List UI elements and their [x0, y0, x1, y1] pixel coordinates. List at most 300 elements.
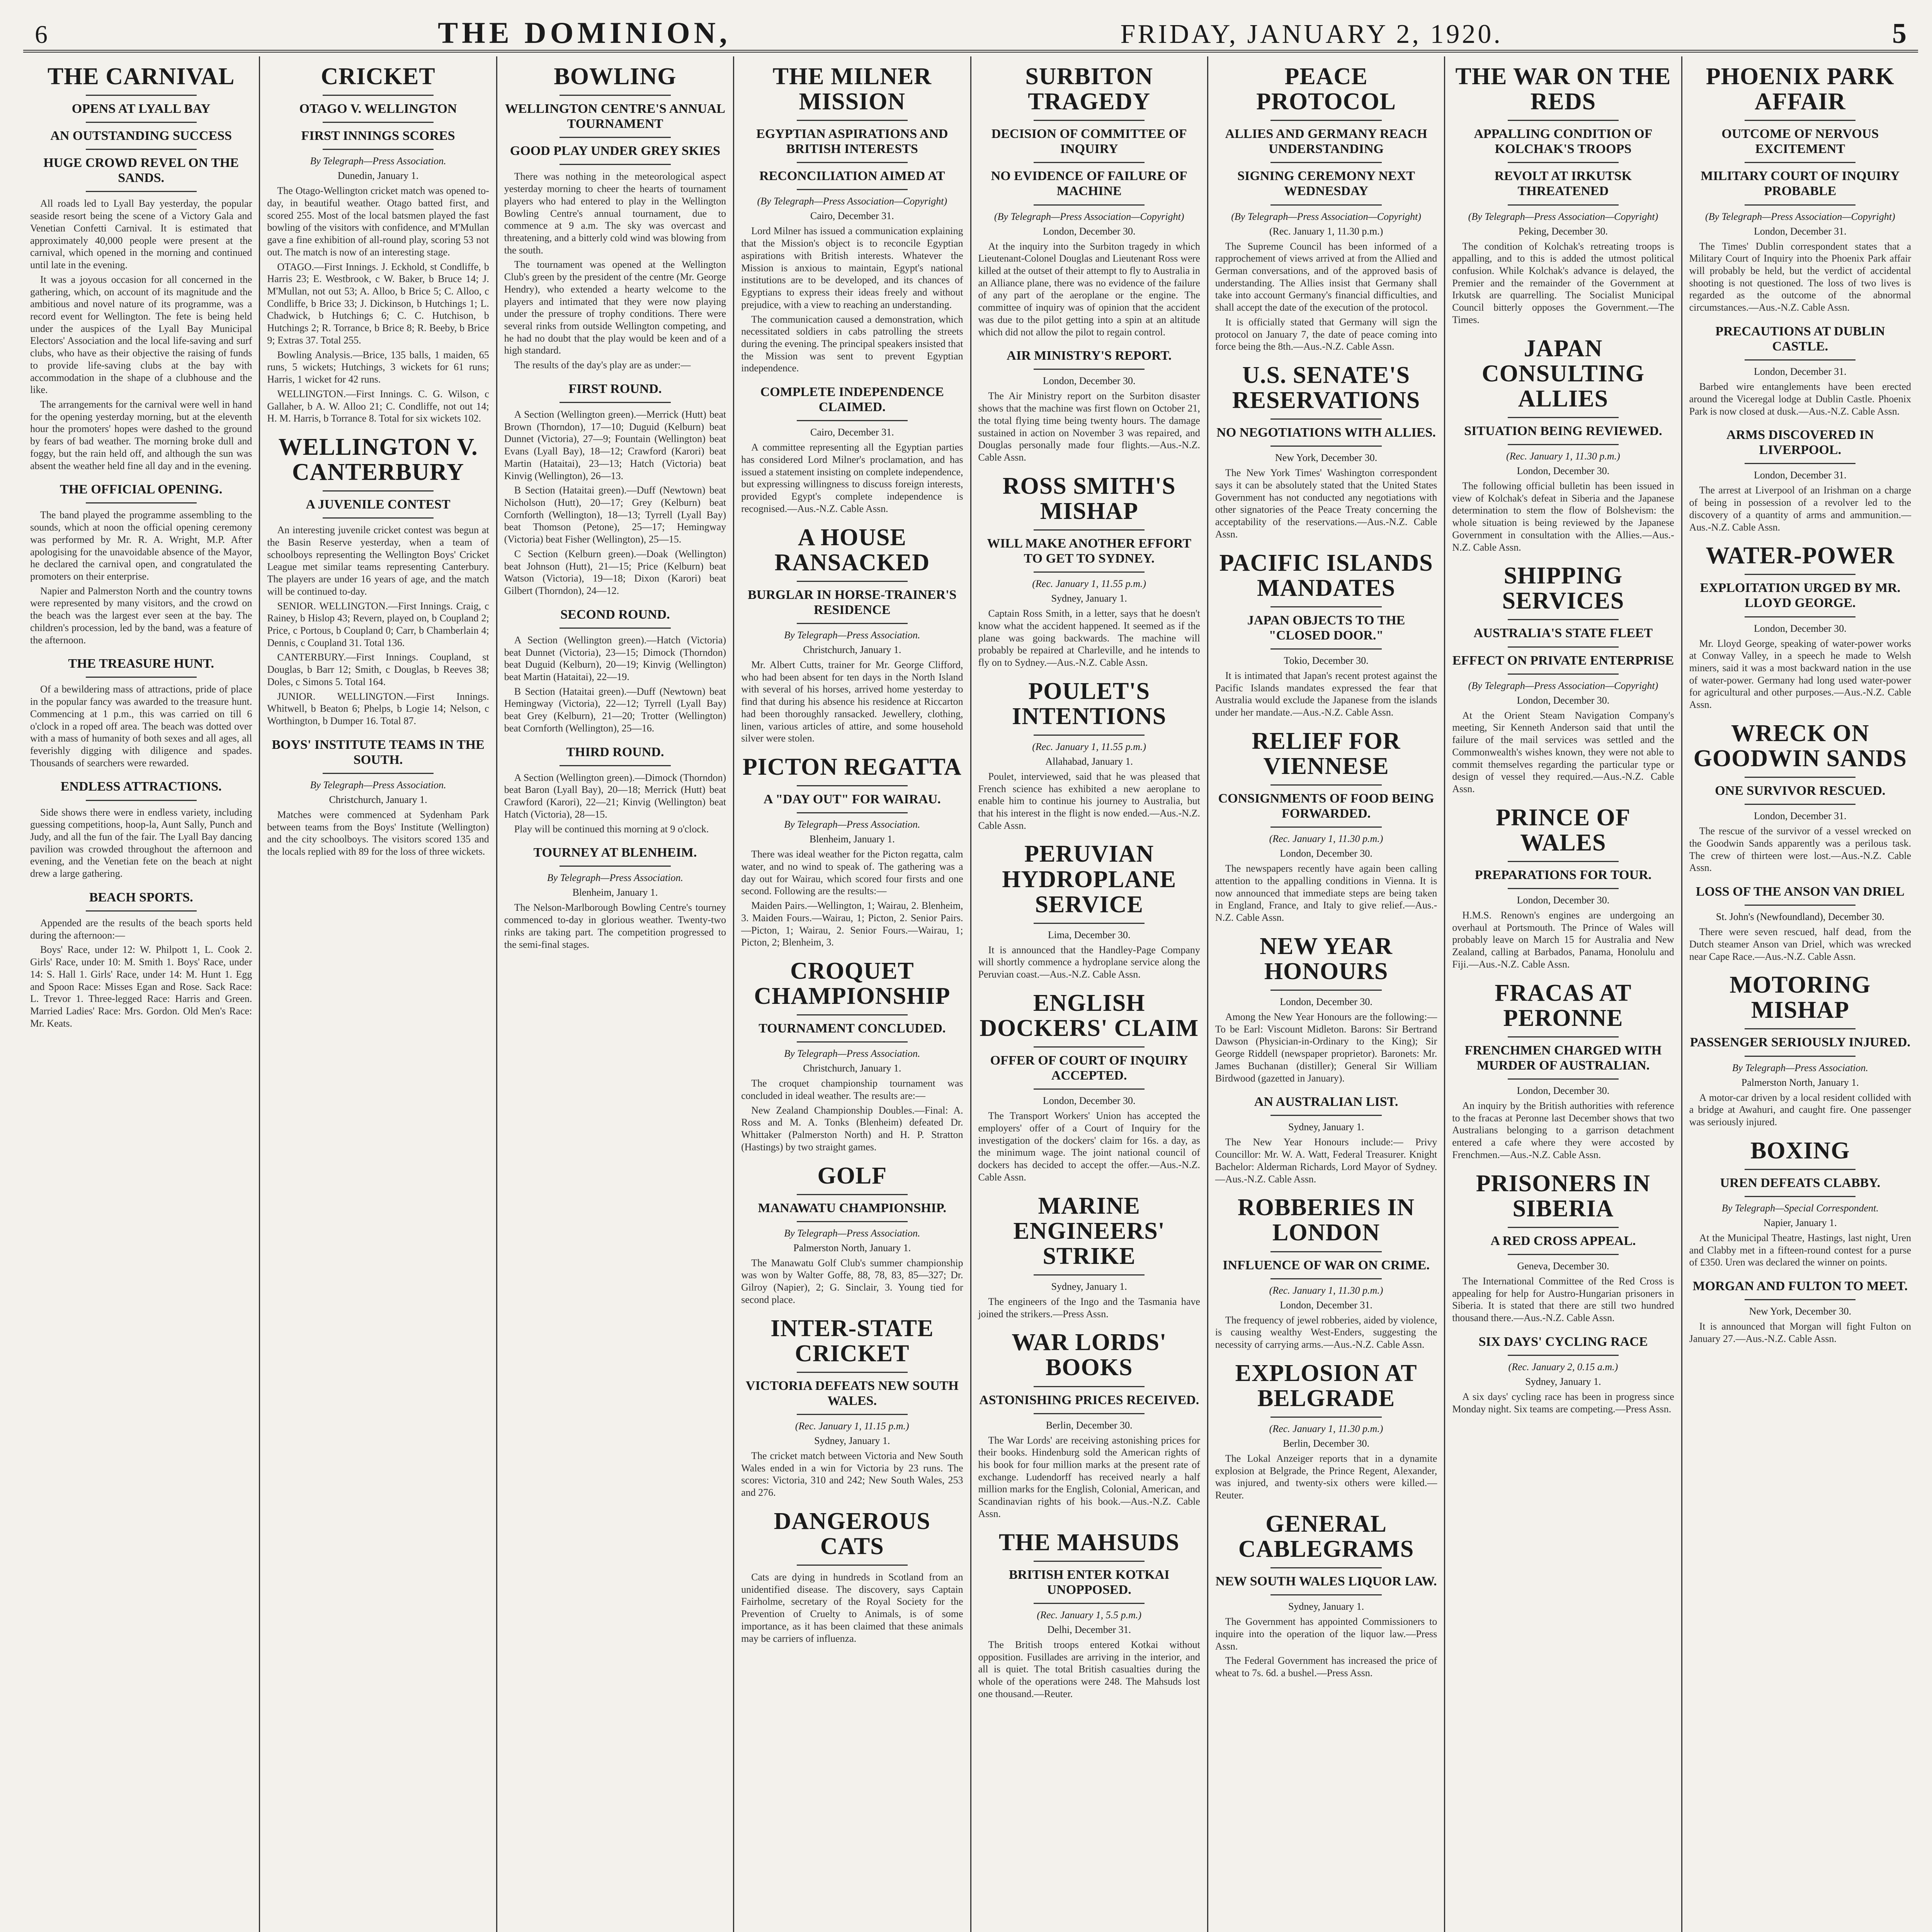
article-headline: MOTORING MISHAP: [1730, 972, 1871, 1024]
subheading-rule: [1034, 204, 1145, 206]
article-dateline: Sydney, January 1.: [1288, 1601, 1364, 1612]
article-body: [504, 170, 726, 371]
article-subheading: AN OUTSTANDING SUCCESS: [50, 129, 232, 143]
article-subheading: LOSS OF THE ANSON VAN DRIEL: [1696, 884, 1905, 899]
article-byline: By Telegraph—Press Association.: [784, 1227, 920, 1239]
article-subheading: NO EVIDENCE OF FAILURE OF MACHINE: [991, 169, 1187, 199]
headline-rule: [1745, 120, 1855, 121]
article: [267, 64, 489, 425]
article-body: [1215, 1314, 1437, 1351]
article-headline: PEACE PROTOCOL: [1256, 63, 1396, 115]
article-subheading: THE OFFICIAL OPENING.: [60, 482, 223, 497]
article: [267, 737, 489, 858]
article-headline: ROSS SMITH'S MISHAP: [1002, 473, 1176, 524]
article-subheading: NEW SOUTH WALES LIQUOR LAW.: [1215, 1574, 1437, 1588]
article-body: [30, 917, 252, 1029]
article: [1215, 1361, 1437, 1502]
article-body: [741, 659, 963, 745]
article: [1215, 64, 1437, 353]
subheading-rule: [1034, 1603, 1145, 1604]
article: [30, 890, 252, 1030]
article-headline: CRICKET: [321, 63, 435, 90]
article-paragraph: Boys' Race, under 12: W. Philpott 1, L. Cook 2. Girls' Race, under 10: M. Smith 1. Boys' Race, under 14: S. Hall 1. Girls' Race, under 14: M. Hunt 1. Egg and Spoon Race: Misses Egan and Rose. Sack Race: L. Trevor 1. Three-legged Race: Harris and Green. Married Ladies' Race: Mrs. Gordon. Old Men's Race: Mr. Keats.: [30, 944, 252, 1029]
column-4: [734, 56, 971, 1932]
article-byline: (Rec. January 1, 11.30 p.m.): [1506, 450, 1620, 462]
article-paragraph: A Section (Wellington green).—Merrick (Hutt) beat Brown (Thorndon), 17—10; Duguid (Kelburn) beat Dunnet (Victoria), 27—9; Fountain (Wellington) beat Evans (Lyall Bay), 18—12; Crawford (Karori) beat Martin (Hataitai), 23—13; Hatch (Victoria) beat Kinvig (Wellington), 26—13.: [504, 408, 726, 481]
article-body: [741, 1450, 963, 1499]
article-paragraph: SENIOR. WELLINGTON.—First Innings. Craig, c Rainey, b Hislop 43; Revern, played on, b Coupland 2; Price, c Portous, b Coupland 0; Carr, b Chamberlain 4; Dennis, c Coupland 31. Total 136.: [267, 600, 489, 648]
article-paragraph: The Transport Workers' Union has accepted the employers' offer of a Court of Inquiry for the investigation of the dockers' claim for 16s. a day, as the minimum wage. The joint national council of dockers has decided to accept the offer.—Aus.-N.Z. Cable Assn.: [978, 1110, 1200, 1183]
article-paragraph: It is intimated that Japan's recent protest against the Pacific Islands mandates expressed the fear that Australia would exclude the Japanese from the islands under her mandate.—Aus.-N.Z. Cable Assn.: [1215, 670, 1437, 718]
article-paragraph: The New York Times' Washington correspondent says it can be absolutely stated that the United States Government has not conducted any negotiations with other signatories of the Peace Treaty concerning the acceptability of the reservations.—Aus.-N.Z. Cable Assn.: [1215, 467, 1437, 540]
article-byline: (Rec. January 1, 11.30 p.m.): [1269, 833, 1383, 845]
article-paragraph: A Section (Wellington green).—Dimock (Thorndon) beat Baron (Lyall Bay), 20—18; Merrick (Hutt) beat Crawford (Karori), 22—21; Kinvig (Wellington) beat Hatch (Victoria), 28—15.: [504, 772, 726, 820]
article: [1689, 64, 1911, 314]
article-headline: NEW YEAR HONOURS: [1260, 933, 1393, 985]
article-body: [267, 185, 489, 425]
article-paragraph: The following official bulletin has been issued in view of Kolchak's defeat in Siberia and the Japanese determination to stem the flow of Bolshevism: the whole situation is being reviewed by the Japanese Government in consultation with the Allies.—Aus.-N.Z. Cable Assn.: [1452, 480, 1674, 553]
article-paragraph: It is announced that the Handley-Page Company will shortly commence a hydroplane service along the Peruvian coast.—Aus.-N.Z. Cable Assn.: [978, 944, 1200, 980]
subheading-rule: [1270, 446, 1381, 447]
subheading-rule: [323, 773, 434, 774]
article: [1689, 427, 1911, 533]
article-headline: THE MILNER MISSION: [772, 63, 932, 115]
article-headline: POULET'S INTENTIONS: [1012, 678, 1167, 730]
article-headline: THE CARNIVAL: [47, 63, 235, 90]
subheading-rule: [1745, 616, 1855, 617]
headline-rule: [323, 95, 434, 96]
headline-rule: [1034, 1561, 1145, 1562]
article-dateline: London, December 30.: [1043, 225, 1136, 237]
article-paragraph: The Manawatu Golf Club's summer championship was won by Walter Goffe, 88, 78, 83, 85—327; Dr. Gilroy (Napier), 2; G. Sinclair, 3. Young tied for second place.: [741, 1257, 963, 1305]
article-subheading: PASSENGER SERIOUSLY INJURED.: [1690, 1035, 1910, 1050]
subheading-rule: [1508, 204, 1619, 206]
article-byline: By Telegraph—Press Association.: [1732, 1062, 1868, 1073]
article-dateline: London, December 31.: [1753, 366, 1847, 378]
subheading-rule: [1270, 162, 1381, 163]
article-dateline: St. John's (Newfoundland), December 30.: [1716, 911, 1884, 923]
article-body: [30, 509, 252, 646]
article-subheading: A RED CROSS APPEAL.: [1490, 1233, 1636, 1248]
article-headline: WELLINGTON V. CANTERBURY: [278, 434, 478, 486]
article-paragraph: The rescue of the survivor of a vessel wrecked on the Goodwin Sands apparently was a perilous task. The crew of thirteen were lost.—Aus.-N.Z. Cable Assn.: [1689, 825, 1911, 874]
article-paragraph: Appended are the results of the beach sports held during the afternoon:—: [30, 917, 252, 941]
article-subheading: OFFER OF COURT OF INQUIRY ACCEPTED.: [990, 1053, 1188, 1083]
article-subheading: WILL MAKE ANOTHER EFFORT TO GET TO SYDNEY.: [987, 536, 1192, 566]
headline-rule: [1034, 529, 1145, 531]
subheading-rule: [560, 164, 670, 165]
article-subheading: A JUVENILE CONTEST: [306, 497, 451, 512]
article-paragraph: Mr. Lloyd George, speaking of water-power works at Conway Valley, in a speech he made to Welsh miners, said it was a most backward nation in the use of water-power. Germany had long used water-power for agricultural and other purposes.—Aus.-N.Z. Cable Assn.: [1689, 638, 1911, 711]
headline-rule: [797, 1014, 908, 1015]
article-dateline: Cairo, December 31.: [810, 210, 894, 222]
subheading-rule: [560, 765, 670, 766]
article-headline: CROQUET CHAMPIONSHIP: [754, 957, 951, 1010]
article-body: [1689, 1232, 1911, 1269]
article-dateline: Dunedin, January 1.: [337, 170, 419, 182]
article-subheading: AUSTRALIA'S STATE FLEET: [1473, 626, 1653, 641]
article-subheading: CONSIGNMENTS OF FOOD BEING FORWARDED.: [1218, 791, 1434, 821]
article: [504, 381, 726, 597]
article-headline: PICTON REGATTA: [742, 754, 962, 780]
page-number: 5: [1892, 18, 1906, 49]
subheading-rule: [1508, 646, 1619, 648]
article-body: [504, 634, 726, 735]
subheading-rule: [86, 191, 197, 192]
column-8: [1682, 56, 1918, 1932]
article-subheading: OUTCOME OF NERVOUS EXCITEMENT: [1721, 127, 1879, 156]
article-body: [978, 770, 1200, 832]
article-body: [1452, 909, 1674, 971]
article-paragraph: C Section (Kelburn green).—Doak (Wellington) beat Johnson (Hutt), 21—15; Price (Kelburn) beat Watson (Victoria), 19—18; Dixon (Karori) beat Gilbert (Thorndon), 24—12.: [504, 548, 726, 597]
article-subheading: THE TREASURE HUNT.: [68, 656, 214, 671]
article: [1452, 805, 1674, 971]
subheading-rule: [1034, 162, 1145, 163]
article-body: [1689, 638, 1911, 711]
article-paragraph: The arrangements for the carnival were well in hand for the opening yesterday morning, but at the eleventh hour the promoters' hopes were dashed to the ground by fears of bad weather. The morning broke dull and foggy, but the rain held off, and although the sun was absent the weather held fine all day and in the evening.: [30, 398, 252, 471]
article-subheading: THIRD ROUND.: [566, 745, 664, 759]
article-paragraph: The arrest at Liverpool of an Irishman on a charge of being in possession of a revolver led to the discovery of a quantity of arms and ammunition.—Aus.-N.Z. Cable Assn.: [1689, 485, 1911, 533]
article: [741, 1509, 963, 1645]
article-subheading: ALLIES AND GERMANY REACH UNDERSTANDING: [1225, 127, 1427, 156]
article-dateline: Sydney, January 1.: [1051, 1281, 1127, 1292]
article: [504, 745, 726, 835]
article-subheading: FIRST INNINGS SCORES: [301, 129, 455, 143]
article-paragraph: The Government has appointed Commissioners to inquire into the operation of the liquor law.—Press Assn.: [1215, 1616, 1437, 1652]
article-dateline: London, December 31.: [1753, 810, 1847, 822]
article-paragraph: It is announced that Morgan will fight Fulton on January 27.—Aus.-N.Z. Cable Assn.: [1689, 1321, 1911, 1344]
subheading-rule: [86, 122, 197, 123]
article-subheading: APPALLING CONDITION OF KOLCHAK'S TROOPS: [1474, 127, 1653, 156]
article-dateline: Allahabad, January 1.: [1045, 755, 1133, 767]
article-paragraph: New Zealand Championship Doubles.—Final: A. Ross and M. A. Tonks (Blenheim) defeated Dr. Whittaker (Palmerston North) and H. P. Stratton (Hastings) by two straight games.: [741, 1104, 963, 1153]
article: [30, 64, 252, 472]
article-paragraph: The Lokal Anzeiger reports that in a dynamite explosion at Belgrade, the Prince Regent, Alexander, was injured, and twenty-six others were killed.—Reuter.: [1215, 1452, 1437, 1501]
article-paragraph: B Section (Hataitai green).—Duff (Newtown) beat Hemingway (Victoria), 22—12; Tyrrell (Lyall Bay) beat Grey (Kelburn), 21—20; Trotter (Wellington) beat Cornforth (Wellington), 25—16.: [504, 685, 726, 734]
article: [30, 779, 252, 879]
article-paragraph: The Times' Dublin correspondent states that a Military Court of Inquiry into the Phoenix Park affair will probably be held, but the verdict of accidental shooting is not questioned. The loss of two lives is regarded as the outcome of the abnormal circumstances.—Aus.-N.Z. Cable Assn.: [1689, 240, 1911, 313]
headline-rule: [1745, 1169, 1855, 1170]
headline-rule: [1270, 120, 1381, 121]
article-subheading: AIR MINISTRY'S REPORT.: [1007, 349, 1172, 363]
article-headline: U.S. SENATE'S RESERVATIONS: [1232, 362, 1420, 414]
article-body: [1452, 1391, 1674, 1415]
article: [978, 991, 1200, 1184]
article-byline: By Telegraph—Press Association.: [784, 819, 920, 830]
article-subheading: GOOD PLAY UNDER GREY SKIES: [510, 144, 720, 158]
article-byline: By Telegraph—Press Association.: [310, 779, 446, 791]
article: [978, 64, 1200, 338]
subheading-rule: [1270, 827, 1381, 828]
article-body: [741, 1571, 963, 1645]
article-body: [1689, 1092, 1911, 1128]
article-paragraph: The communication caused a demonstration, which necessitated soldiers in cabs patrolling the streets during the evening. The principal speakers insisted that the Mission was sent to prevent Egyptian independence.: [741, 313, 963, 374]
article-body: [267, 524, 489, 727]
article-paragraph: Captain Ross Smith, in a letter, says that he doesn't know what the accident happened. It seemed as if the plane was going backwards. The machine will probably be repaired at Charleville, and he intends to fly on to Sydney.—Aus.-N.Z. Cable Assn.: [978, 608, 1200, 668]
article-dateline: Palmerston North, January 1.: [793, 1242, 911, 1253]
article-byline: By Telegraph—Press Association.: [547, 872, 684, 884]
subheading-rule: [1745, 1299, 1855, 1300]
article-subheading: JAPAN OBJECTS TO THE "CLOSED DOOR.": [1247, 613, 1405, 643]
article-subheading: AN AUSTRALIAN LIST.: [1254, 1095, 1398, 1109]
article-paragraph: There were seven rescued, half dead, from the Dutch steamer Anson van Driel, which was wrecked near Cape Race.—Aus.-N.Z. Cable Assn.: [1689, 926, 1911, 962]
article-subheading: FIRST ROUND.: [568, 381, 662, 396]
subheading-rule: [1034, 1088, 1145, 1090]
article-paragraph: An interesting juvenile cricket contest was begun at the Basin Reserve yesterday, when a team of schoolboys representing the Wellington Boys' Cricket League met similar teams representing Canterbury. The players are under 16 years of age, and the match will be continued to-day.: [267, 524, 489, 597]
article-paragraph: The Nelson-Marlborough Bowling Centre's tourney commenced to-day in glorious weather. Twenty-two rinks are taking part. The competition progressed to the semi-final stages.: [504, 902, 726, 950]
article: [978, 1330, 1200, 1520]
column-5: [971, 56, 1208, 1932]
article-paragraph: Among the New Year Honours are the following:— To be Earl: Viscount Midleton. Barons: Sir Bertrand Dawson (Physician-in-Ordinary to the King); Sir George Riddell (newspaper proprietor). Baronets: Mr. James Buchanan (distiller); General Sir William Birdwood (gazetted in January).: [1215, 1011, 1437, 1084]
article-byline: (By Telegraph—Press Association—Copyright): [757, 196, 947, 207]
article-dateline: Tokio, December 30.: [1284, 655, 1369, 666]
article-subheading: COMPLETE INDEPENDENCE CLAIMED.: [760, 385, 944, 415]
article-byline: (Rec. January 1, 11.55 p.m.): [1032, 578, 1146, 590]
article-headline: PHOENIX PARK AFFAIR: [1706, 63, 1895, 115]
article: [1689, 721, 1911, 874]
article-dateline: Blenheim, January 1.: [809, 833, 895, 845]
article-paragraph: The croquet championship tournament was concluded in ideal weather. The results are:—: [741, 1078, 963, 1101]
article: [1215, 1195, 1437, 1350]
article: [741, 959, 963, 1153]
article-paragraph: The results of the day's play are as under:—: [514, 359, 691, 371]
article-subheading: EXPLOITATION URGED BY MR. LLOYD GEORGE.: [1700, 581, 1901, 611]
article-body: [1215, 467, 1437, 540]
subheading-rule: [1508, 162, 1619, 163]
article-subheading: OPENS AT LYALL BAY: [71, 102, 211, 116]
article-subheading: SITUATION BEING REVIEWED.: [1464, 423, 1662, 438]
article-subheading: PRECAUTIONS AT DUBLIN CASTLE.: [1715, 324, 1885, 354]
article-body: [978, 1434, 1200, 1520]
subheading-rule: [797, 1414, 908, 1415]
headline-rule: [1508, 619, 1619, 620]
article-headline: MARINE ENGINEERS' STRIKE: [1013, 1192, 1165, 1269]
article-body: [978, 1110, 1200, 1183]
article-byline: By Telegraph—Press Association.: [784, 1048, 920, 1060]
subheading-rule: [797, 623, 908, 624]
article-body: [1689, 926, 1911, 963]
column-1: [23, 56, 260, 1932]
article-dateline: Sydney, January 1.: [814, 1435, 890, 1446]
article-paragraph: A committee representing all the Egyptian parties has considered Lord Milner's proclamation, and has issued a statement insisting on complete independence, but expressing willingness to discuss foreign interests, provided Egypt's complete independence is recognised.—Aus.-N.Z. Cable Assn.: [741, 442, 963, 514]
article-paragraph: The British troops entered Kotkai without opposition. Fusillades are arriving in the interior, and all is quiet. The total British casualties during the whole of the operations were 248. The Mahsuds lost one thousand.—Reuter.: [978, 1639, 1200, 1699]
article-body: [1452, 480, 1674, 553]
article-body: [1452, 1275, 1674, 1324]
article-headline: ENGLISH DOCKERS' CLAIM: [980, 990, 1199, 1041]
subheading-rule: [1745, 1056, 1855, 1057]
article: [1452, 981, 1674, 1161]
article-byline: (By Telegraph—Press Association—Copyright): [994, 211, 1184, 222]
article-dateline: Peking, December 30.: [1518, 225, 1608, 237]
masthead: [23, 15, 1918, 53]
headline-rule: [1508, 861, 1619, 862]
article-dateline: Sydney, January 1.: [1051, 593, 1127, 604]
article-dateline: London, December 31.: [1753, 225, 1847, 237]
article-dateline: London, December 30.: [1043, 1095, 1136, 1107]
article-paragraph: A Section (Wellington green).—Hatch (Victoria) beat Dunnet (Victoria), 23—15; Dimock (Thorndon) beat Duguid (Kelburn), 20—19; Kinvig (Wellington) beat Martin (Hataitai), 22—19.: [504, 634, 726, 682]
article-paragraph: WELLINGTON.—First Innings. C. G. Wilson, c Gallaher, b A. W. Alloo 21; C. Condliffe, not out 14; H. M. Harris, b Torrance 8. Total for six wickets 102.: [267, 388, 489, 424]
subheading-rule: [797, 1041, 908, 1043]
article-body: [978, 390, 1200, 463]
article-headline: PRISONERS IN SIBERIA: [1476, 1170, 1651, 1222]
article-paragraph: Of a bewildering mass of attractions, pride of place in the popular fancy was awarded to the treasure hunt. Commencing at 1 p.m., this was carried on till 6 o'clock in a roped off area. The beach was dotted over with a mass of humanity of both sexes and all ages, all feverishly digging with diligence and spades. Thousands of searchers were rewarded.: [30, 684, 252, 769]
article-subheading: EGYPTIAN ASPIRATIONS AND BRITISH INTERESTS: [756, 127, 948, 156]
article-subheading: SIX DAYS' CYCLING RACE: [1478, 1334, 1648, 1349]
article-paragraph: Side shows there were in endless variety, including guessing competitions, hoop-la, Aunt Sally, Punch and Judy, and all the fun of the fair. The Lyall Bay dancing pavilion was crowded throughout the afternoon and evening, and the Venetian fete on the beach at night drew a large gathering.: [30, 806, 252, 879]
article-subheading: BRITISH ENTER KOTKAI UNOPPOSED.: [1009, 1567, 1170, 1597]
article-subheading: SECOND ROUND.: [560, 607, 670, 622]
article-headline: PERUVIAN HYDROPLANE SERVICE: [1002, 841, 1177, 918]
headline-rule: [86, 95, 197, 96]
article-paragraph: The band played the programme assembling to the sounds, which at noon the official opening ceremony was performed by Mr. R. A. Wright, M.P. After apologising for the unavoidable absence of the Mayor, he declared the carnival open, and congratulated the promoters on their enterprise.: [30, 509, 252, 582]
article-body: [1215, 1616, 1437, 1679]
article: [1452, 64, 1674, 326]
article-dateline: London, December 30.: [1517, 465, 1610, 476]
headline-rule: [1270, 784, 1381, 786]
article-dateline: Cairo, December 31.: [810, 427, 894, 438]
article-paragraph: The Supreme Council has been informed of a rapprochement of views arrived at from the Allied and German conversations, and of the approved basis of understanding. The Allies insist that Germany shall take into account Germany's financial difficulties, and shall accept the date of the execution of the protocol.: [1215, 240, 1437, 313]
article-paragraph: CANTERBURY.—First Innings. Coupland, st Douglas, b Barr 12; Smith, c Douglas, b Reeves 38; Doles, c Simons 5. Total 164.: [267, 651, 489, 687]
article-paragraph: The War Lords' are receiving astonishing prices for their books. Hindenburg sold the American rights of his book for four million marks at the present rate of exchange. Ludendorff has received nearly a half million marks for the English, Colonial, American, and Scandinavian rights of his book.—Aus.-N.Z. Cable Assn.: [978, 1434, 1200, 1519]
article: [1215, 363, 1437, 541]
headline-rule: [1745, 777, 1855, 778]
article: [1215, 1512, 1437, 1679]
article-paragraph: The tournament was opened at the Wellington Club's green by the president of the centre (Mr. George Hendry), who extended a hearty welcome to the players and intimated that they were now playing under the pressure of trophy conditions. There were several rinks from outside Wellington competing, and he had no doubt that the play would be keen and of a high standard.: [504, 259, 726, 356]
article-body: [741, 848, 963, 949]
headline-rule: [1508, 417, 1619, 418]
article-dateline: London, December 30.: [1517, 1085, 1610, 1096]
headline-rule: [1508, 1227, 1619, 1228]
headline-rule: [1034, 120, 1145, 121]
subheading-rule: [797, 812, 908, 813]
article-headline: BOXING: [1750, 1137, 1850, 1164]
subheading-rule: [1508, 888, 1619, 889]
article-headline: SHIPPING SERVICES: [1502, 563, 1624, 614]
article-body: [504, 408, 726, 597]
article-dateline: Lima, December 30.: [1048, 929, 1131, 940]
article-paragraph: An inquiry by the British authorities with reference to the fracas at Peronne last December shows that two Australians belonging to a garrison detachment entered a cafe where they were accosted by Frenchmen.—Aus.-N.Z. Cable Assn.: [1452, 1100, 1674, 1160]
article-subheading: FRENCHMEN CHARGED WITH MURDER OF AUSTRALIAN.: [1464, 1043, 1662, 1073]
article-headline: INTER-STATE CRICKET: [770, 1315, 934, 1367]
article-paragraph: The Otago-Wellington cricket match was opened to-day, in beautiful weather. Otago batted first, and scored 255. Most of the local batsmen played the fast bowling of the visitors with confidence, and M'Mullan gave a fine exhibition of all-round play, scoring 53 not out. The match is now of an interesting stage.: [267, 185, 489, 258]
subheading-rule: [1270, 204, 1381, 206]
article-byline: By Telegraph—Special Correspondent.: [1721, 1202, 1879, 1214]
article-paragraph: B Section (Hataitai green).—Duff (Newtown) beat Nicholson (Hutt), 20—17; Grey (Kelburn) beat Cornforth (Wellington), 18—13; Tyrrell (Lyall Bay) beat Thomson (Petone), 25—17; Hemingway (Victoria) beat Fisher (Wellington), 25—15.: [504, 485, 726, 545]
article-paragraph: A six days' cycling race has been in progress since Monday night. Six teams are competing.—Press Assn.: [1452, 1391, 1674, 1415]
article-paragraph: It is officially stated that Germany will sign the protocol on January 7, the date of peace coming into force being the 8th.—Aus.-N.Z. Cable Assn.: [1215, 316, 1437, 352]
article: [1215, 934, 1437, 1085]
article-dateline: Geneva, December 30.: [1517, 1260, 1609, 1272]
article-dateline: Christchurch, January 1.: [803, 644, 901, 655]
article-paragraph: Play will be continued this morning at 9 o'clock.: [514, 823, 709, 835]
article-subheading: HUGE CROWD REVEL ON THE SANDS.: [43, 156, 239, 185]
article-subheading: TOURNAMENT CONCLUDED.: [759, 1021, 946, 1036]
article-headline: A HOUSE RANSACKED: [774, 524, 930, 576]
headline-rule: [797, 581, 908, 582]
article-body: [741, 1257, 963, 1306]
article-dateline: Palmerston North, January 1.: [1741, 1077, 1859, 1088]
article-body: [978, 944, 1200, 981]
article: [504, 64, 726, 371]
article: [741, 755, 963, 949]
headline-rule: [797, 120, 908, 121]
article: [978, 1530, 1200, 1700]
article-byline: (Rec. January 1, 11.55 p.m.): [1032, 741, 1146, 752]
headline-rule: [797, 1372, 908, 1373]
article: [1452, 1334, 1674, 1415]
masthead-left: 6: [35, 20, 48, 49]
subheading-rule: [1508, 1254, 1619, 1255]
article-dateline: Christchurch, January 1.: [803, 1063, 901, 1074]
article-paragraph: The engineers of the Ingo and the Tasmania have joined the strikers.—Press Assn.: [978, 1296, 1200, 1320]
article-headline: JAPAN CONSULTING ALLIES: [1481, 335, 1645, 412]
article-headline: PRINCE OF WALES: [1496, 804, 1631, 856]
article-paragraph: Cats are dying in hundreds in Scotland from an unidentified disease. The discovery, says Captain Fairholme, secretary of the Royal Society for the Prevention of Cruelty to Animals, is of some importance, as it has been claimed that these animals may be carriers of influenza.: [741, 1571, 963, 1644]
article-subheading: BEACH SPORTS.: [89, 890, 193, 905]
article-paragraph: H.M.S. Renown's engines are undergoing an overhaul at Portsmouth. The Prince of Wales will probably leave on March 15 for Australia and New Zealand, calling at Barbados, Panama, Honolulu and Fiji.—Aus.-N.Z. Cable Assn.: [1452, 909, 1674, 970]
article-headline: WRECK ON GOODWIN SANDS: [1693, 720, 1907, 772]
headline-rule: [797, 785, 908, 786]
article-body: [1215, 240, 1437, 353]
article-paragraph: The Federal Government has increased the price of wheat to 7s. 6d. a bushel.—Press Assn.: [1215, 1655, 1437, 1679]
article-body: [1215, 862, 1437, 924]
article: [1689, 543, 1911, 711]
article-body: [1215, 1136, 1437, 1185]
article-dateline: London, December 30.: [1280, 996, 1372, 1008]
article-body: [30, 806, 252, 880]
headline-rule: [1270, 990, 1381, 991]
article-paragraph: There was nothing in the meteorological aspect yesterday morning to cheer the hearts of tournament players who had entered to play in the Wellington Bowling Centre's annual tournament, due to commence at 9 a.m. The sky was overcast and threatening, and a bitterly cold wind was blowing from the south.: [504, 171, 726, 256]
article-paragraph: JUNIOR. WELLINGTON.—First Innings. Whitwell, b Beaton 6; Phelps, b Logie 14; Nelson, c Worthington, b Dumper 16. Total 87.: [267, 690, 489, 726]
article-byline: By Telegraph—Press Association.: [784, 629, 920, 641]
subheading-rule: [797, 189, 908, 190]
article: [1215, 1094, 1437, 1185]
article-byline: (Rec. January 1, 11.30 p.m.): [1269, 1423, 1383, 1434]
article-subheading: ONE SURVIVOR RESCUED.: [1715, 784, 1886, 798]
headline-rule: [1034, 1386, 1145, 1387]
article-subheading: SIGNING CEREMONY NEXT WEDNESDAY: [1237, 169, 1415, 199]
article-headline: WATER-POWER: [1706, 543, 1895, 569]
subheading-rule: [1508, 673, 1619, 675]
article-byline: (Rec. January 1, 11.15 p.m.): [795, 1420, 909, 1432]
subheading-rule: [1034, 369, 1145, 370]
article-dateline: London, December 30.: [1280, 848, 1372, 859]
article-headline: GOLF: [817, 1162, 887, 1189]
article-dateline: New York, December 30.: [1275, 452, 1378, 464]
article: [267, 435, 489, 727]
article-dateline: London, December 30.: [1517, 894, 1610, 906]
subheading-rule: [797, 1221, 908, 1222]
article-body: [978, 1296, 1200, 1320]
article-dateline: London, December 30.: [1517, 694, 1610, 706]
article-body: [267, 809, 489, 858]
issue-date: FRIDAY, JANUARY 2, 1920.: [1120, 19, 1503, 49]
article-subheading: MORGAN AND FULTON TO MEET.: [1692, 1279, 1908, 1294]
article-body: [504, 901, 726, 951]
column-3: [497, 56, 734, 1932]
article-subheading: OTAGO V. WELLINGTON: [299, 102, 457, 116]
subheading-rule: [86, 910, 197, 912]
article-body: [504, 772, 726, 835]
article-headline: FRACAS AT PERONNE: [1495, 980, 1632, 1031]
article-body: [30, 197, 252, 472]
headline-rule: [1508, 120, 1619, 121]
subheading-rule: [560, 402, 670, 403]
headline-rule: [1745, 1028, 1855, 1029]
article: [741, 384, 963, 515]
article-paragraph: The frequency of jewel robberies, aided by violence, is causing wealthy West-Enders, suggesting the necessity of carrying arms.—Aus.-N.Z. Cable Assn.: [1215, 1314, 1437, 1350]
article: [1215, 729, 1437, 924]
